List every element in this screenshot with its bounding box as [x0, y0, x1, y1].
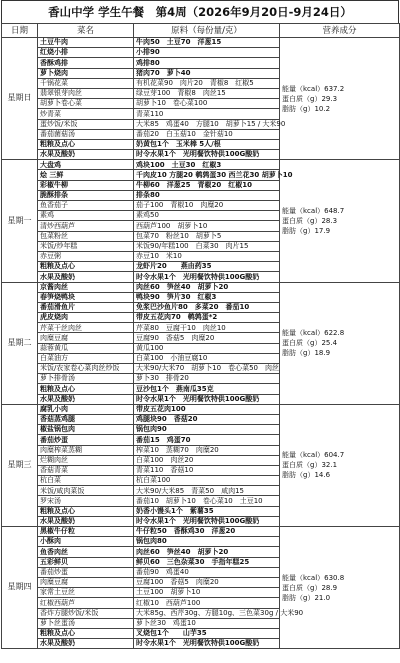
dish-ingredients: 茄子100 青椒10 肉糜20: [134, 201, 280, 211]
header-ingredients: 原料（每份量/克）: [134, 24, 280, 38]
dish-name: 彩椒牛柳: [38, 180, 134, 190]
nutrition-line: 能量（kcal）604.7: [282, 451, 345, 460]
dish-ingredients: 鸡块100 土豆30 红椒3: [134, 160, 280, 170]
nutrition-line: 脂肪（g）14.6: [282, 471, 331, 480]
dish-name: 粗粮及点心: [38, 262, 134, 272]
dish-name: 肉糜榨菜蒸糊: [38, 445, 134, 455]
nutrition-line: 蛋白质（g）28.9: [282, 583, 338, 592]
dish-ingredients: 萝卜30 排骨20: [134, 374, 280, 384]
dish-name: 萝卜排骨汤: [38, 374, 134, 384]
dish-ingredients: 豆腐90 香菇5 肉糜20: [134, 333, 280, 343]
dish-ingredients: 青菜110: [134, 109, 280, 119]
nutrition-line: 脂肪（g）17.9: [282, 226, 331, 235]
dish-ingredients: 奶黄包1个 玉米棒 5人/根: [134, 139, 280, 149]
nutrition-line: 蛋白质（g）29.3: [282, 94, 338, 103]
dish-name: 香酥鸡排: [38, 58, 134, 68]
dish-ingredients: 素鸡50: [134, 211, 280, 221]
dish-name: 肉糜豆腐: [38, 333, 134, 343]
dish-name: 米饭/炒年糕: [38, 241, 134, 251]
nutrition-line: 能量（kcal）622.8: [282, 329, 345, 338]
dish-name: 脆酥排条: [38, 190, 134, 200]
dish-ingredients: 大米85g、西芹30g、方腿10g、三色菜30g / 大米90: [134, 608, 280, 618]
dish-ingredients: 时令水果1个 光明餐饮特供100G酸奶: [134, 272, 280, 282]
dish-name: 鱼香茄子: [38, 201, 134, 211]
dish-name: 蛋炒饭/米饭: [38, 119, 134, 129]
dish-ingredients: 胡萝卜10 卷心菜100: [134, 99, 280, 109]
dish-name: 香菇青菜: [38, 465, 134, 475]
dish-ingredients: 大米85 鸡蛋40 方腿10 胡萝卜15 / 大米90: [134, 119, 280, 129]
dish-name: 芹菜干丝肉丝: [38, 323, 134, 333]
dish-ingredients: 黄瓜100: [134, 343, 280, 353]
dish-ingredients: 榨菜10 蒸糊70 肉糜20: [134, 445, 280, 455]
dish-name: 炒青菜: [38, 109, 134, 119]
menu-row: [2, 282, 400, 292]
dish-name: 腐乳小肉: [38, 404, 134, 414]
dish-ingredients: 肉丝60 笋丝40 胡萝卜20: [134, 547, 280, 557]
dish-name: 粗粮及点心: [38, 139, 134, 149]
nutrition-line: 脂肪（g）21.0: [282, 593, 331, 602]
dish-ingredients: 白菜100 小油豆腐10: [134, 353, 280, 363]
nutrition-line: 蛋白质（g）28.3: [282, 216, 338, 225]
dish-ingredients: 豆沙包1个 燕南瓜35克: [134, 384, 280, 394]
dish-ingredients: 杭白菜100: [134, 476, 280, 486]
dish-name: 水果及酸奶: [38, 516, 134, 526]
dish-ingredients: 免浆巴沙鱼片80 多菜20 番茄10: [134, 302, 280, 312]
menu-row: [2, 404, 400, 414]
menu-row: [2, 160, 400, 170]
dish-ingredients: 米饭90/年糕100 白菜30 肉片15: [134, 241, 280, 251]
dish-name: 胡萝卜卷心菜: [38, 99, 134, 109]
dish-name: 萝卜丝蛋汤: [38, 618, 134, 628]
nutrition-line: 能量（kcal）637.2: [282, 84, 345, 93]
dish-ingredients: 豆腐100 香菇5 肉糜20: [134, 577, 280, 587]
dish-ingredients: 萝卜丝30 鸡蛋10: [134, 618, 280, 628]
dish-name: 杭白菜: [38, 476, 134, 486]
dish-name: 京酱肉丝: [38, 282, 134, 292]
dish-name: 粗粮及点心: [38, 384, 134, 394]
dish-name: 红椒西葫芦: [38, 598, 134, 608]
day-label: 星期日: [2, 38, 38, 160]
dish-name: 番茄炒蛋: [38, 435, 134, 445]
dish-name: 烂糊肉丝: [38, 455, 134, 465]
day-label: 星期二: [2, 282, 38, 404]
dish-name: 蒜蓉黄瓜: [38, 343, 134, 353]
dish-ingredients: 绿豆芽100 青椒8 肉丝15: [134, 88, 280, 98]
dish-name: 水果及酸奶: [38, 394, 134, 404]
dish-name: 番茄滑鱼片: [38, 302, 134, 312]
dish-ingredients: 时令水果1个 光明餐饮特供100G酸奶: [134, 394, 280, 404]
nutrition-cell: [280, 404, 400, 526]
nutrition-cell: [280, 282, 400, 404]
dish-ingredients: 锅包肉90: [134, 425, 280, 435]
dish-ingredients: 叉烧包1个 山芋35: [134, 628, 280, 638]
menu-table: [1, 23, 400, 649]
dish-ingredients: 牛柳60 洋葱25 青椒20 红椒10: [134, 180, 280, 190]
dish-ingredients: 有机花菜90 肉片20 青椒8 红椒5: [134, 78, 280, 88]
dish-name: 烩 三鲜: [38, 170, 134, 180]
menu-row: [2, 527, 400, 537]
dish-name: 水果及酸奶: [38, 639, 134, 649]
dish-ingredients: 红椒10 西葫芦100: [134, 598, 280, 608]
nutrition-line: 能量（kcal）648.7: [282, 206, 345, 215]
dish-name: 萝卜烧肉: [38, 68, 134, 78]
dish-ingredients: 西葫芦100 胡萝卜10: [134, 221, 280, 231]
dish-name: 家常土豆丝: [38, 588, 134, 598]
dish-name: 春笋烧鸭块: [38, 292, 134, 302]
dish-ingredients: 锅包肉80: [134, 537, 280, 547]
dish-ingredients: 鸡腿块90 香菇20: [134, 414, 280, 424]
dish-ingredients: 鸭块90 笋片30 红椒3: [134, 292, 280, 302]
dish-name: 五彩鲜贝: [38, 557, 134, 567]
dish-name: 香炸方腿炒饭/米饭: [38, 608, 134, 618]
dish-name: 红烧小排: [38, 48, 134, 58]
dish-ingredients: 时令水果1个 光明餐饮特供100G酸奶: [134, 150, 280, 160]
dish-ingredients: 时令水果1个 光明餐饮特供100G酸奶: [134, 639, 280, 649]
dish-ingredients: 带皮五花肉100: [134, 404, 280, 414]
dish-name: 水果及酸奶: [38, 272, 134, 282]
dish-ingredients: 千肉皮10 方腿20 鹌鹑蛋30 西兰花30 胡萝卜10: [134, 170, 280, 180]
dish-ingredients: 肉丝60 笋丝40 胡萝卜20: [134, 282, 280, 292]
menu-row: [2, 38, 400, 48]
dish-ingredients: 大米90/大米70 胡萝卜10 卷心菜50 肉丝: [134, 364, 280, 374]
dish-name: 番茄炒蛋: [38, 567, 134, 577]
nutrition-cell: [280, 160, 400, 282]
dish-ingredients: 小排90: [134, 48, 280, 58]
nutrition-cell: [280, 38, 400, 160]
dish-name: 鱼香肉丝: [38, 547, 134, 557]
dish-name: 大盘鸡: [38, 160, 134, 170]
day-label: 星期三: [2, 404, 38, 526]
nutrition-line: 蛋白质（g）32.1: [282, 461, 338, 470]
dish-name: 粗粮及点心: [38, 506, 134, 516]
dish-name: 粗粮及点心: [38, 628, 134, 638]
dish-name: 千锅花菜: [38, 78, 134, 88]
dish-name: 米饭/农家卷心菜肉丝炒饭: [38, 364, 134, 374]
nutrition-line: 脂肪（g）18.9: [282, 349, 331, 358]
dish-ingredients: 牛仔粒50 香酥鸡30 洋葱20: [134, 527, 280, 537]
nutrition-line: 能量（kcal）630.8: [282, 573, 345, 582]
dish-ingredients: 排条80: [134, 190, 280, 200]
dish-name: 椒盐锅包肉: [38, 425, 134, 435]
menu-page: [1, 0, 399, 649]
dish-ingredients: 时令水果1个 光明餐饮特供100G酸奶: [134, 516, 280, 526]
dish-ingredients: 鲜贝60 三色杂菜30 手指年糕25: [134, 557, 280, 567]
dish-ingredients: 奶香小馒头1个 紫薯35: [134, 506, 280, 516]
dish-name: 肉糜豆腐: [38, 577, 134, 587]
dish-name: 小酥肉: [38, 537, 134, 547]
dish-ingredients: 牛肉50 土豆70 洋葱15: [134, 38, 280, 48]
nutrition-cell: [280, 527, 400, 649]
dish-ingredients: 青菜110 香菇10: [134, 465, 280, 475]
dish-name: 素鸡: [38, 211, 134, 221]
dish-name: 赤豆粥: [38, 251, 134, 261]
dish-ingredients: 番茄15 鸡蛋70: [134, 435, 280, 445]
dish-ingredients: 包菜70 粉丝10 胡萝卜5: [134, 231, 280, 241]
day-label: 星期四: [2, 527, 38, 649]
header-row: [2, 24, 400, 38]
nutrition-line: 蛋白质（g）25.4: [282, 339, 338, 348]
header-dish: 菜名: [38, 24, 134, 38]
dish-ingredients: 大米90/大米85 青菜50 咸肉15: [134, 486, 280, 496]
dish-name: 黑椒牛仔粒: [38, 527, 134, 537]
dish-name: 清炒西葫芦: [38, 221, 134, 231]
dish-ingredients: 番茄20 白玉菇10 金针菇10: [134, 129, 280, 139]
dish-name: 水果及酸奶: [38, 150, 134, 160]
dish-name: 香菇蒸鸡腿: [38, 414, 134, 424]
dish-ingredients: 番茄10 胡萝卜10 卷心菜10 土豆10: [134, 496, 280, 506]
menu-body: [2, 38, 400, 649]
dish-ingredients: 白菜100 肉丝20: [134, 455, 280, 465]
header-nutrition: 营养成分: [280, 24, 400, 38]
dish-ingredients: 猪肉70 萝卜40: [134, 68, 280, 78]
dish-name: 虎皮烧肉: [38, 313, 134, 323]
dish-name: 翡翠银芽肉丝: [38, 88, 134, 98]
dish-name: 米饭/咸肉菜饭: [38, 486, 134, 496]
dish-name: 罗宋汤: [38, 496, 134, 506]
dish-ingredients: 龙虾片20 燕由药35: [134, 262, 280, 272]
dish-name: 土豆牛肉: [38, 38, 134, 48]
dish-name: 包菜粉丝: [38, 231, 134, 241]
dish-name: 番茄菌菇汤: [38, 129, 134, 139]
dish-ingredients: 芹菜80 豆腐干10 肉丝10: [134, 323, 280, 333]
dish-name: 白菜油方: [38, 353, 134, 363]
menu-title: 香山中学 学生午餐 第4周（2026年9月20日-9月24日）: [1, 0, 399, 23]
dish-ingredients: 土豆100 胡萝卜10: [134, 588, 280, 598]
day-label: 星期一: [2, 160, 38, 282]
dish-ingredients: 带皮五花肉70 鹌鹑蛋*2: [134, 313, 280, 323]
dish-ingredients: 鸡排80: [134, 58, 280, 68]
dish-ingredients: 赤豆10 米10: [134, 251, 280, 261]
nutrition-line: 脂肪（g）10.2: [282, 104, 331, 113]
header-date: 日期: [2, 24, 38, 38]
dish-ingredients: 番茄90 鸡蛋40: [134, 567, 280, 577]
